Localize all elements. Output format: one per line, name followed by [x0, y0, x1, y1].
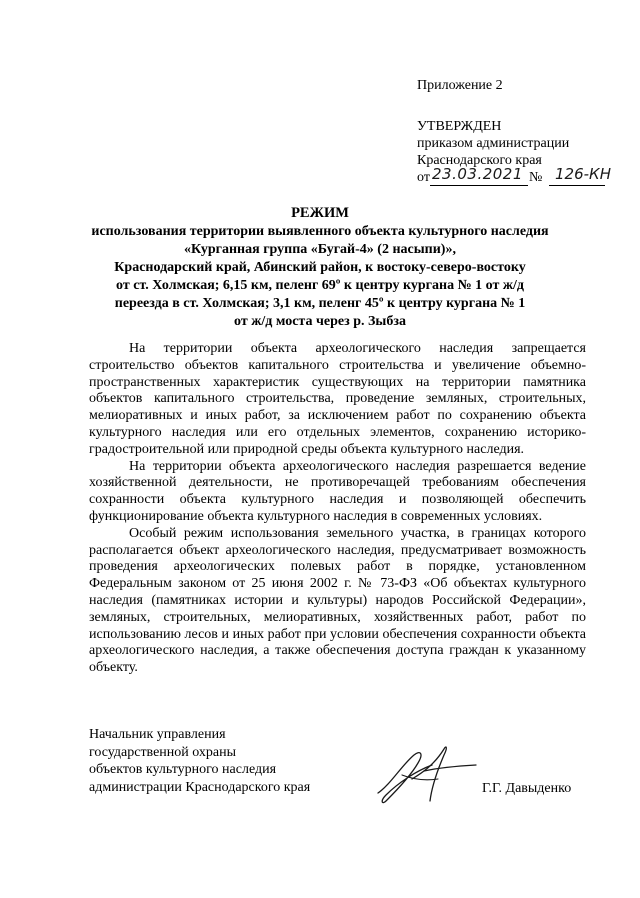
approval-block	[417, 118, 611, 189]
heading-title: РЕЖИМ	[291, 205, 349, 221]
date-prefix: от	[417, 170, 430, 185]
body-paragraph: На территории объекта археологического наследия запрещается строительство объектов капитального строительства и увеличение объемно-пространственных характеристик существующих на территории памятника объектов капитального строительства, проведение земляных, строительных, мелиоративных и иных работ, за исключением работ по сохранению объекта культурного наследия или его отдельных элементов, сохранению историко-градостроительной или природной среды объекта культурного наследия.	[89, 341, 586, 457]
signatory-line: государственной охраны	[89, 744, 237, 760]
date-underline	[430, 185, 528, 186]
signatory-title	[89, 726, 310, 796]
handwritten-date: 23.03.2021	[432, 165, 523, 183]
handwritten-signature	[372, 735, 482, 810]
approval-line-1: приказом администрации	[417, 136, 570, 151]
approval-line-2: Краснодарского края	[417, 153, 542, 168]
heading-line: от ст. Холмская; 6,15 км, пеленг 69º к центру кургана № 1 от ж/д	[116, 278, 524, 293]
heading-line: «Курганная группа «Бугай-4» (2 насыпи)»,	[184, 242, 456, 257]
number-label: №	[529, 170, 543, 185]
body-paragraph: Особый режим использования земельного участка, в границах которого располагается объект археологического наследия, предусматривает возможность проведения археологических полевых работ в порядке, установленном Федеральным законом от 25 июня 2002 г. № 73-ФЗ «Об объектах культурного наследия (памятниках истории и культуры) народов Российской Федерации», земляных, строительных, мелиоративных, хозяйственных работ, работ по использованию лесов и иных работ при условии обеспечения сохранности объекта археологического наследия, а также обеспечения доступа граждан к указанному объекту.	[89, 525, 586, 676]
heading-line: Краснодарский край, Абинский район, к востоку-северо-востоку	[114, 260, 526, 275]
heading-line: от ж/д моста через р. Зыбза	[234, 314, 406, 329]
document-body	[89, 341, 586, 677]
appendix-label: Приложение 2	[417, 78, 503, 93]
heading-line: переезда в ст. Холмская; 3,1 км, пеленг 45º к центру кургана № 1	[114, 296, 526, 311]
signatory-line: объектов культурного наследия	[89, 762, 277, 777]
body-paragraph: На территории объекта археологического наследия разрешается ведение хозяйственной деятельности, не противоречащей требованиям обеспечения сохранности объекта культурного наследия и позволяющей обеспечить функционирование объекта культурного наследия в современных условиях.	[89, 458, 586, 524]
heading-line: использования территории выявленного объекта культурного наследия	[91, 224, 549, 239]
signatory-line: Начальник управления	[89, 727, 226, 742]
signatory-name: Г.Г. Давыденко	[482, 781, 572, 796]
approval-title: УТВЕРЖДЕН	[417, 119, 502, 134]
signatory-line: администрации Краснодарского края	[89, 779, 311, 795]
approval-date-line	[417, 165, 611, 189]
handwritten-number: 126-КН	[555, 165, 611, 183]
number-underline	[549, 185, 605, 186]
document-heading	[70, 204, 570, 331]
